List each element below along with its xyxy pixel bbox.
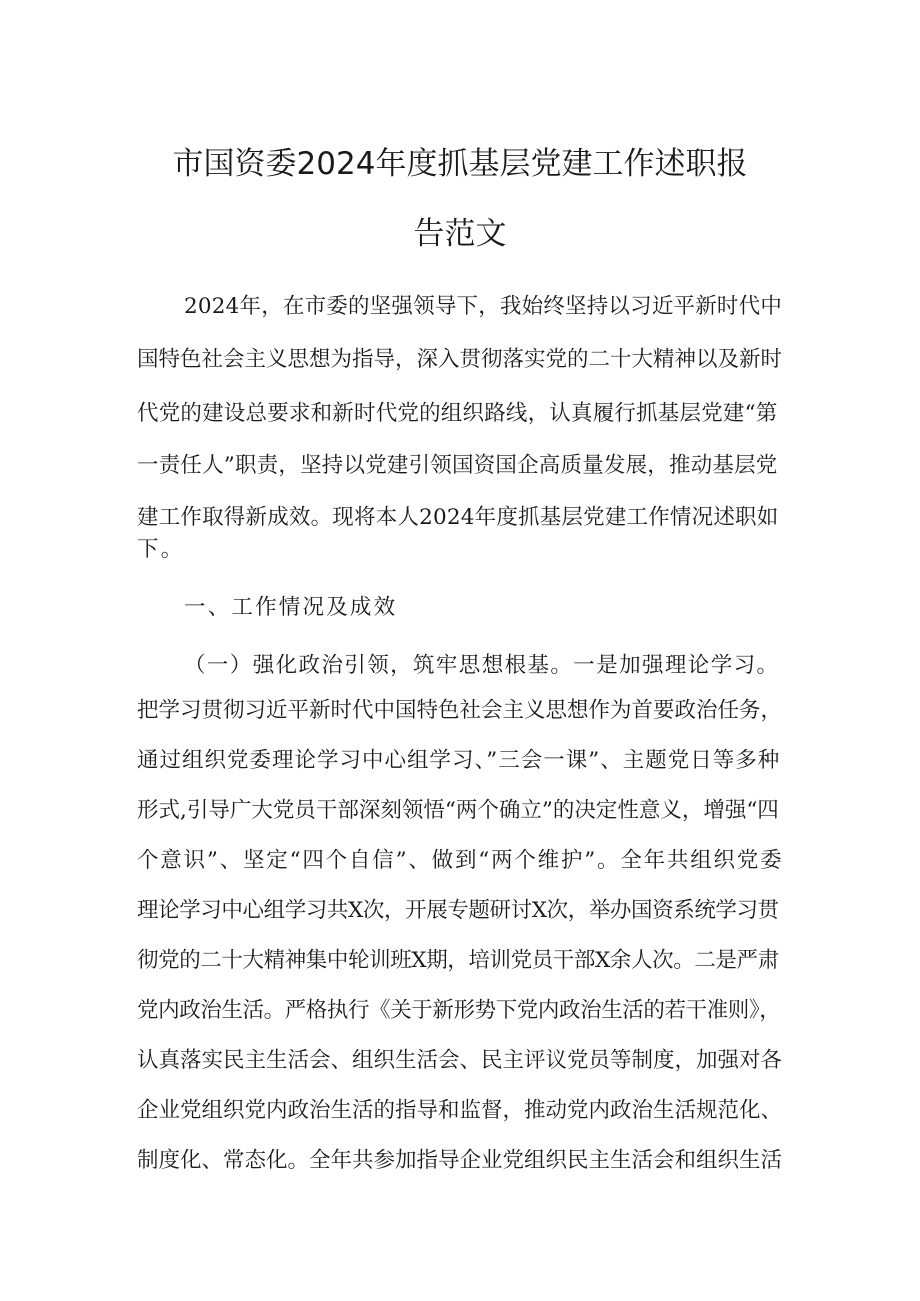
body-text-line: 把学习贯彻习近平新时代中国特色社会主义思想作为首要政治任务， (137, 698, 783, 723)
body-text-line: 2024年，在市委的坚强领导下，我始终坚持以习近平新时代中 (184, 294, 783, 319)
body-text-line: 认真落实民主生活会、组织生活会、民主评议党员等制度，加强对各 (137, 1048, 783, 1073)
body-text-line: 代党的建设总要求和新时代党的组织路线，认真履行抓基层党建“第 (137, 401, 778, 426)
document-title-line-2: 告范文 (413, 216, 507, 252)
body-text-line: 个意识”、坚定“四个自信”、做到“两个维护”。全年共组织党委 (137, 848, 784, 873)
body-text-line: 下。 (137, 537, 185, 562)
body-text-line: 通过组织党委理论学习中心组学习、”三会一课”、主题党日等多种 (137, 748, 781, 773)
document-title-line-1: 市国资委2024年度抓基层党建工作述职报 (172, 146, 748, 182)
body-text-line: 企业党组织党内政治生活的指导和监督，推动党内政治生活规范化、 (137, 1098, 783, 1123)
body-text-line: 形式,引导广大党员干部深刻领悟“两个确立”的决定性意义，增强“四 (137, 798, 779, 823)
body-text-line: 制度化、常态化。全年共参加指导企业党组织民主生活会和组织生活 (137, 1148, 783, 1173)
body-text-line: 一责任人”职责，坚持以党建引领国资国企高质量发展，推动基层党 (137, 453, 778, 478)
body-text-line: 彻党的二十大精神集中轮训班X期，培训党员干部X余人次。二是严肃 (137, 948, 779, 973)
body-text-line: 建工作取得新成效。现将本人2024年度抓基层党建工作情况述职如 (137, 505, 779, 530)
body-text-line: 一、工作情况及成效 (184, 595, 398, 620)
body-text-line: （一）强化政治引领，筑牢思想根基。一是加强理论学习。 (184, 653, 780, 678)
body-text-line: 国特色社会主义思想为指导，深入贯彻落实党的二十大精神以及新时 (137, 347, 783, 372)
body-text-line: 党内政治生活。严格执行《关于新形势下党内政治生活的若干准则》， (137, 998, 781, 1023)
body-text-line: 理论学习中心组学习共X次，开展专题研讨X次，举办国资系统学习贯 (137, 898, 779, 923)
